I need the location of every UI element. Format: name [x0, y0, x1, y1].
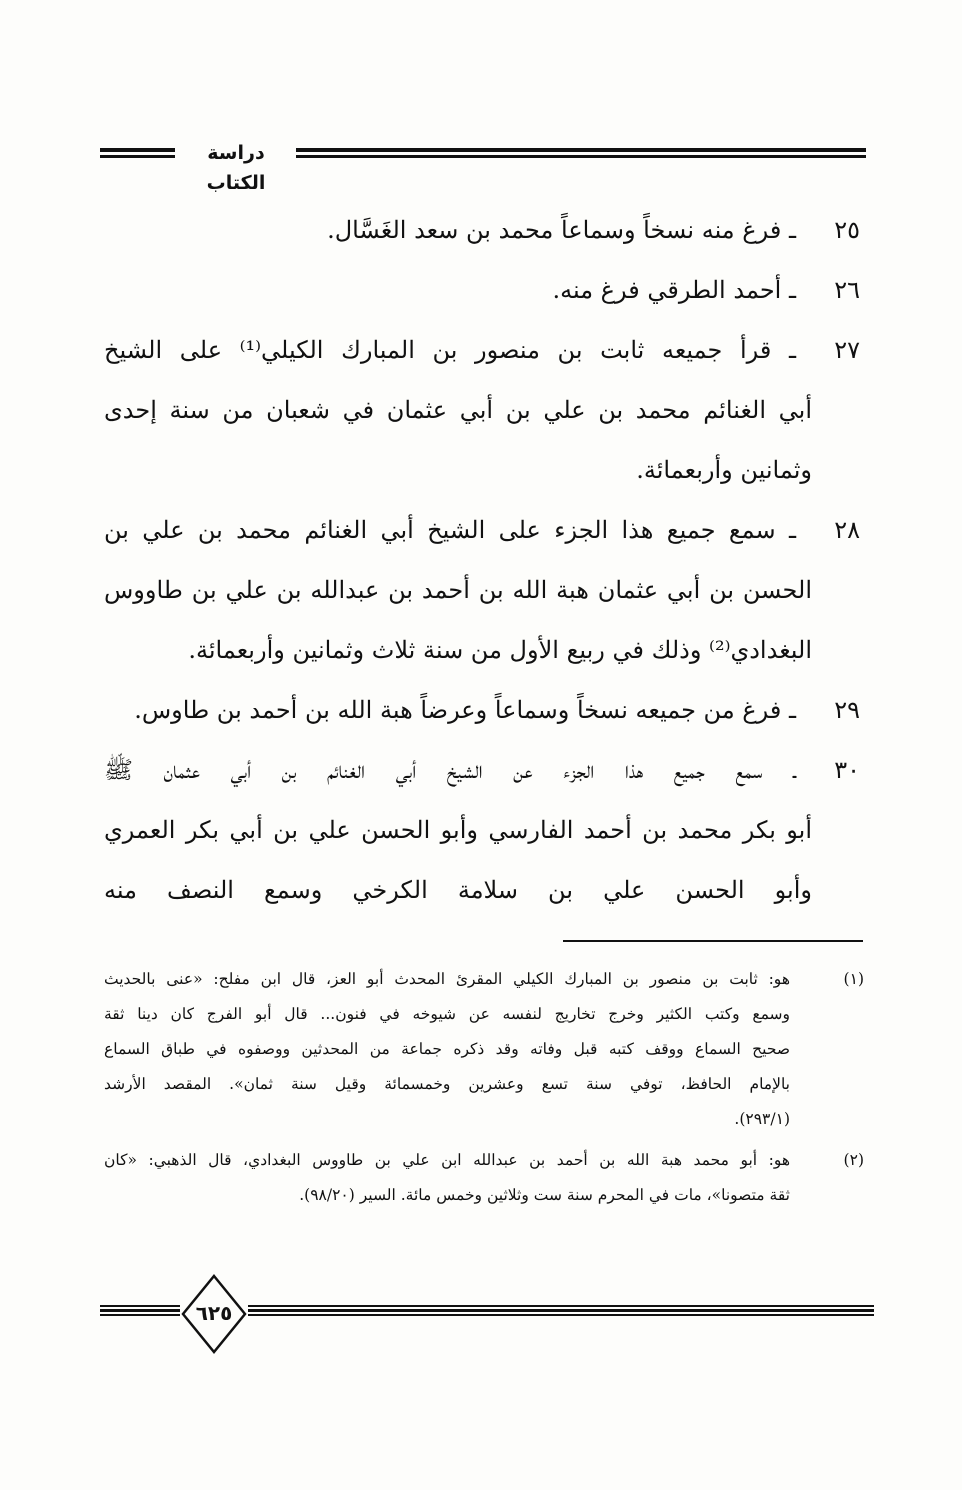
footnote-separator — [563, 940, 863, 942]
list-item-27 — [104, 320, 860, 500]
footnote-line: وسمع وكتب الكثير وخرج تخاريج لنفسه عن شيوخه في فنون... قال أبو الفرج كان دينا ثقة — [104, 1005, 790, 1023]
item-number: ٣٠ — [834, 756, 860, 784]
footnotes — [104, 962, 864, 1219]
footnote-line: بالإمام الحافظ، توفي سنة تسع وعشرين وخمسمائة وقيل سنة ثمان». المقصد الأرشد — [104, 1075, 790, 1093]
running-header — [100, 138, 866, 194]
footnote-number: (٢) — [843, 1151, 864, 1169]
item-line: البغدادي⁽²⁾ وذلك في ربيع الأول من سنة ثلاث وثمانين وأربعمائة. — [188, 636, 812, 664]
footnote-line: هو: ثابت بن منصور بن المبارك الكيلي المقرئ المحدث أبو العز، قال ابن مفلح: «عنى بالحديث — [104, 970, 790, 988]
item-line: ـ سمع جميع هذا الجزء على الشيخ أبي الغنائم محمد بن علي بن — [104, 516, 796, 544]
item-line: ـ قرأ جميعه ثابت بن منصور بن المبارك الكيلي⁽¹⁾ على الشيخ — [104, 336, 796, 364]
item-line: وثمانين وأربعمائة. — [636, 456, 812, 484]
item-line: أبي الغنائم محمد بن علي بن أبي عثمان في شعبان من سنة إحدى — [104, 396, 812, 424]
item-number: ٢٦ — [834, 276, 860, 304]
footer-rule-left — [100, 1305, 180, 1317]
footnote-number: (١) — [843, 970, 864, 988]
item-line: أبو بكر محمد بن أحمد الفارسي وأبو الحسن علي بن أبي بكر العمري — [104, 816, 812, 844]
item-line: الحسن بن أبي عثمان هبة الله بن أحمد بن عبدالله بن علي بن طاووس — [104, 576, 812, 604]
list-item-29 — [104, 680, 860, 740]
page-number: ٦٢٥ — [195, 1301, 233, 1325]
main-text — [104, 200, 860, 920]
header-title: دراسة الكتاب — [206, 142, 266, 194]
page-footer — [100, 1274, 874, 1354]
item-line: ـ أحمد الطرقي فرغ منه. — [552, 276, 796, 304]
header-rule-left — [100, 148, 175, 159]
item-number: ٢٧ — [834, 336, 860, 364]
item-line: ـ سمع جميع هذا الجزء عن الشيخ أبي الغنائم بن أبي عثمان ﷺ — [104, 756, 796, 784]
item-number: ٢٨ — [834, 516, 860, 544]
item-line: وأبو الحسن علي بن سلامة الكرخي وسمع النصف منه — [104, 876, 812, 904]
list-item-26 — [104, 260, 860, 320]
header-rule-right — [296, 148, 866, 159]
item-number: ٢٩ — [834, 696, 860, 724]
footnote-line: (٢٩٣/١). — [734, 1110, 790, 1128]
list-item-30 — [104, 740, 860, 920]
item-line: ـ فرغ منه نسخاً وسماعاً محمد بن سعد الغَسَّال. — [327, 216, 796, 244]
footnote-line: ثقة متصونا»، مات في المحرم سنة ست وثلاثين وخمس مائة. السير (٩٨/٢٠). — [299, 1186, 790, 1204]
footnote-1 — [104, 962, 864, 1137]
item-line: ـ فرغ من جميعه نسخاً وسماعاً وعرضاً هبة الله بن أحمد بن طاوس. — [134, 696, 796, 724]
footer-rule-right — [248, 1305, 874, 1317]
footnote-2 — [104, 1143, 864, 1213]
footnote-line: صحيح السماع ووقف كتبه قبل وفاته وقد ذكره جماعة من المحدثين ووصفوه في طباق السماع — [104, 1040, 790, 1058]
item-number: ٢٥ — [834, 216, 860, 244]
list-item-28 — [104, 500, 860, 680]
footnote-line: هو: أبو محمد هبة الله بن أحمد بن عبدالله ابن علي بن طاووس البغدادي، قال الذهبي: «كان — [104, 1151, 790, 1169]
list-item-25 — [104, 200, 860, 260]
